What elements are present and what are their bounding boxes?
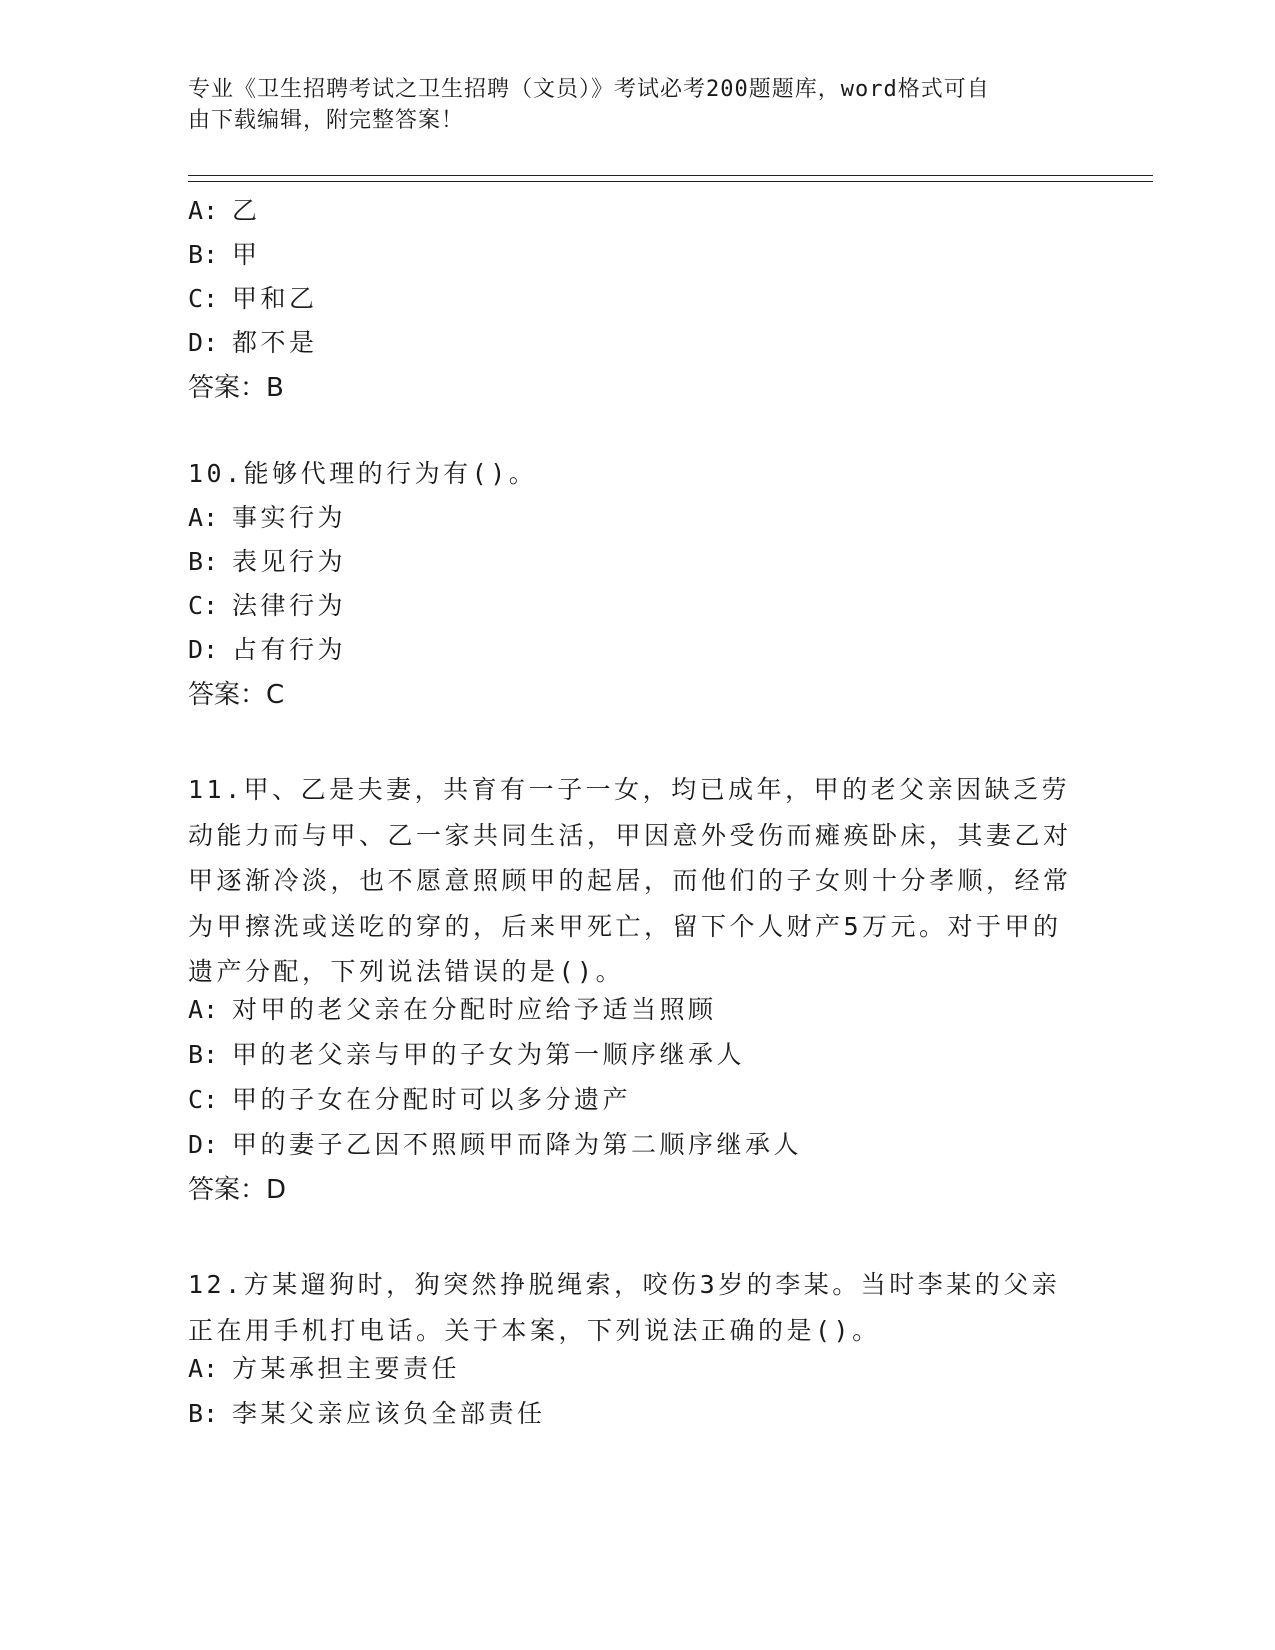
option-d <box>188 328 318 358</box>
header-line-1: 专业《卫生招聘考试之卫生招聘（文员）》考试必考200题题库，word格式可自 <box>188 77 990 102</box>
header-line-2: 由下载编辑，附完整答案！ <box>188 108 465 133</box>
header-divider-bottom <box>188 181 1153 182</box>
option-label: B: <box>188 1040 219 1069</box>
option-a <box>188 196 261 226</box>
option-label: A: <box>188 995 219 1024</box>
question-stem: 12.方某遛狗时，狗突然挣脱绳索，咬伤3岁的李某。当时李某的父亲正在用手机打电话。关于本案，下列说法正确的是()。 <box>188 1270 1061 1345</box>
option-b <box>188 1399 546 1429</box>
option-text: 对甲的老父亲在分配时应给予适当照顾 <box>232 995 717 1024</box>
option-text: 法律行为 <box>232 591 347 620</box>
option-text: 事实行为 <box>232 503 347 532</box>
option-label: B: <box>188 240 219 269</box>
option-text: 甲的老父亲与甲的子女为第一顺序继承人 <box>232 1040 746 1069</box>
option-b <box>188 240 261 270</box>
option-text: 占有行为 <box>232 635 347 664</box>
question-stem: 11.甲、乙是夫妻，共育有一子一女，均已成年，甲的老父亲因缺乏劳动能力而与甲、乙一家共同生活，甲因意外受伤而瘫痪卧床，其妻乙对甲逐渐冷淡，也不愿意照顾甲的起居，而他们的子女则十分孝顺，经常为甲擦洗或送吃的穿的，后来甲死亡，留下个人财产5万元。对于甲的遗产分配，下列说法错误的是()。 <box>188 775 1072 986</box>
option-text: 李某父亲应该负全部责任 <box>232 1399 546 1428</box>
option-text: 乙 <box>232 196 261 225</box>
answer: 答案：D <box>188 1175 287 1205</box>
option-label: B: <box>188 547 219 576</box>
option-c <box>188 591 346 621</box>
option-text: 甲 <box>232 240 261 269</box>
option-label: B: <box>188 1399 219 1428</box>
option-d <box>188 635 346 665</box>
option-label: C: <box>188 284 219 313</box>
option-label: C: <box>188 591 219 620</box>
option-label: D: <box>188 328 219 357</box>
document-header <box>188 74 1068 136</box>
option-text: 方某承担主要责任 <box>232 1354 461 1383</box>
option-text: 甲的妻子乙因不照顾甲而降为第二顺序继承人 <box>232 1130 803 1159</box>
option-text: 都不是 <box>232 328 318 357</box>
option-text: 甲的子女在分配时可以多分遗产 <box>232 1085 632 1114</box>
option-label: D: <box>188 635 219 664</box>
header-divider-top <box>188 175 1153 176</box>
option-a <box>188 1354 460 1384</box>
answer: 答案：B <box>188 373 284 403</box>
option-label: A: <box>188 503 219 532</box>
question-stem: 10.能够代理的行为有()。 <box>188 459 538 488</box>
option-label: D: <box>188 1130 219 1159</box>
option-label: C: <box>188 1085 219 1114</box>
option-text: 表见行为 <box>232 547 347 576</box>
option-c <box>188 1085 631 1115</box>
option-c <box>188 284 318 314</box>
option-label: A: <box>188 196 219 225</box>
option-a <box>188 995 717 1025</box>
option-b <box>188 1040 745 1070</box>
option-d <box>188 1130 802 1160</box>
option-text: 甲和乙 <box>232 284 318 313</box>
answer: 答案：C <box>188 680 285 710</box>
option-a <box>188 503 346 533</box>
option-b <box>188 547 346 577</box>
option-label: A: <box>188 1354 219 1383</box>
